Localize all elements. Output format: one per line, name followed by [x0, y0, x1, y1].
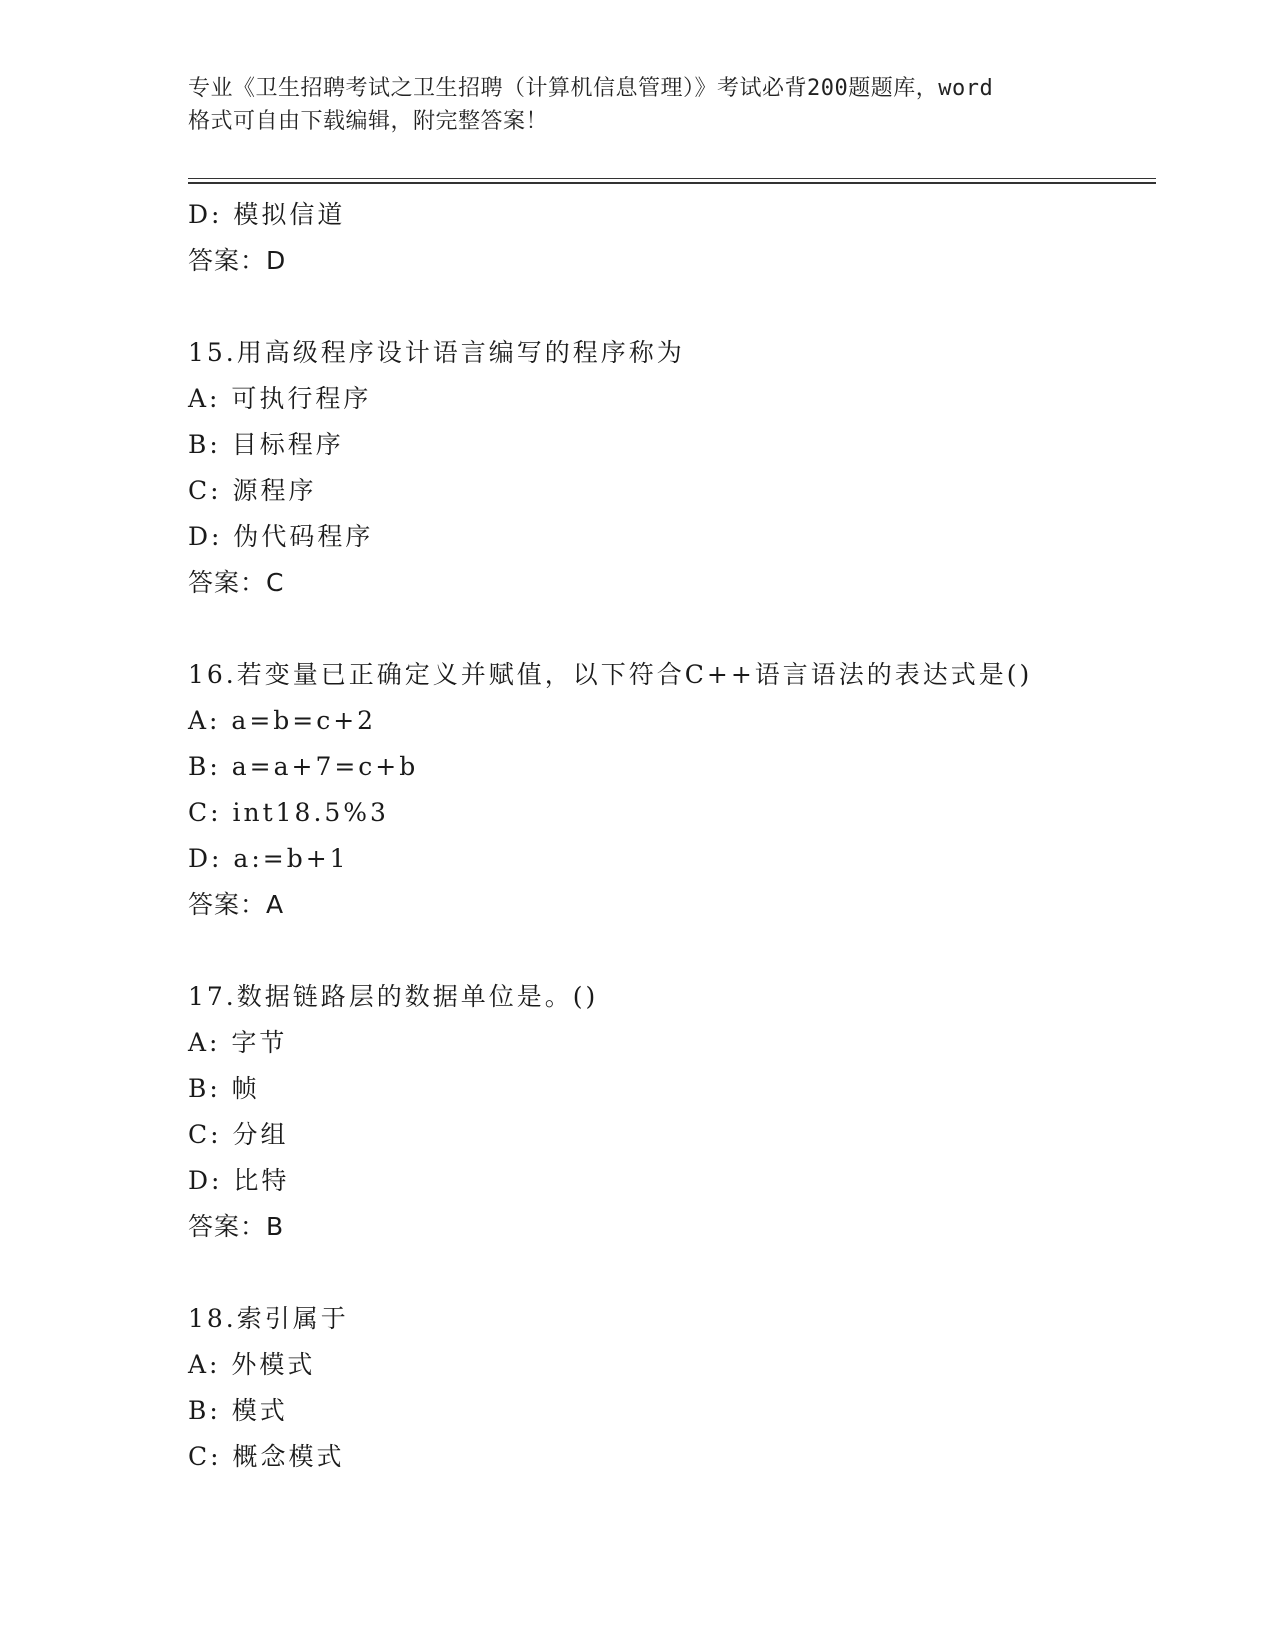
answer-line: 答案：C — [188, 568, 285, 597]
option-c: C: 概念模式 — [188, 1442, 345, 1471]
answer-line: 答案：B — [188, 1212, 285, 1241]
question-stem: 15.用高级程序设计语言编写的程序称为 — [188, 338, 685, 367]
header-divider-thick — [188, 182, 1156, 184]
question-stem: 16.若变量已正确定义并赋值，以下符合C++语言语法的表达式是() — [188, 660, 1033, 689]
header-line-2: 格式可自由下载编辑，附完整答案！ — [188, 109, 549, 134]
answer-line: 答案：D — [188, 246, 287, 275]
question-list — [188, 192, 1156, 1480]
header-line-1: 专业《卫生招聘考试之卫生招聘（计算机信息管理）》考试必背200题题库，word — [188, 76, 994, 101]
option-a: A: a=b=c+2 — [188, 706, 377, 735]
option-b: B: 模式 — [188, 1396, 288, 1425]
option-b: B: 目标程序 — [188, 430, 344, 459]
option-b: B: a=a+7=c+b — [188, 752, 419, 781]
option-b: B: 帧 — [188, 1074, 260, 1103]
answer-line: 答案：A — [188, 890, 285, 919]
option-c: C: int18.5%3 — [188, 798, 389, 827]
option-d: D: 伪代码程序 — [188, 522, 374, 551]
question-stem: 17.数据链路层的数据单位是。() — [188, 982, 599, 1011]
option-a: A: 外模式 — [188, 1350, 316, 1379]
document-header — [188, 72, 1088, 138]
option-c: C: 分组 — [188, 1120, 289, 1149]
option-a: A: 可执行程序 — [188, 384, 372, 413]
option-a: A: 字节 — [188, 1028, 288, 1057]
option-d: D: a:=b+1 — [188, 844, 349, 873]
header-divider-thin — [188, 178, 1156, 179]
option-d: D: 模拟信道 — [188, 200, 346, 229]
option-c: C: 源程序 — [188, 476, 317, 505]
option-d: D: 比特 — [188, 1166, 290, 1195]
question-stem: 18.索引属于 — [188, 1304, 349, 1333]
